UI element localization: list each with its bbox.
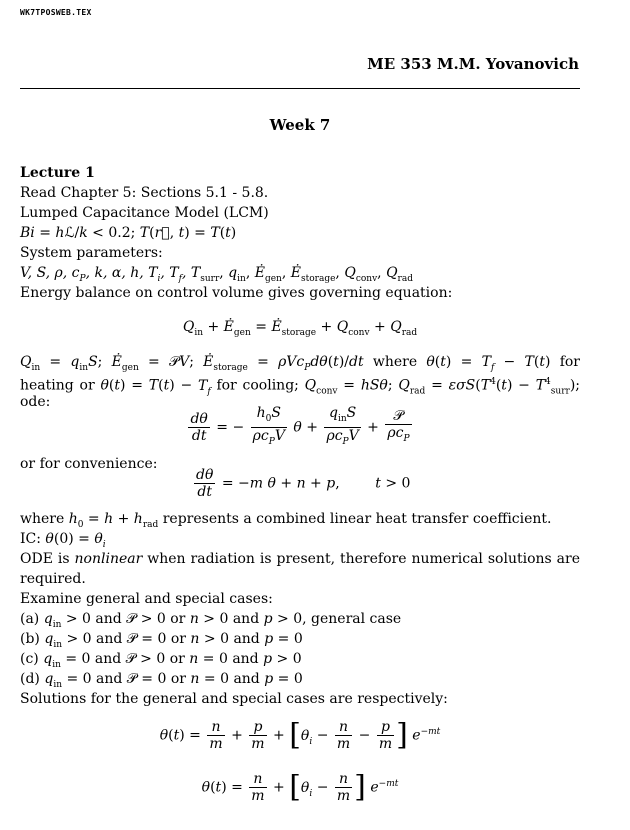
energy-balance-equation: $Q_{in}$ + $Ė_{gen}$ = $Ė_{storage} + Q_{conv} + Q_{rad}$ xyxy=(182,319,418,338)
model-name: Lumped Capacitance Model (LCM) xyxy=(20,205,269,221)
solutions-intro: Solutions for the general and special cases are respectively: xyxy=(20,691,448,707)
solution-special: θ(t) = $\frac{n}{m}$ + [$\theta_i$ − $\frac{n}{m}$ ] $e^{-mt}$ xyxy=(201,769,399,805)
energy-balance-text: Energy balance on control volume gives governing equation: xyxy=(20,285,453,301)
case-c: (c) $q_{in} = 0$ and 𝒫 > 0 or n = 0 and p > 0 xyxy=(20,651,302,670)
solution-general: θ(t) = $\frac{n}{m}$ + $\frac{p}{m}$ + [$\theta_i$ − $\frac{n}{m}$ − $\frac{p}{m}$ ] $e^{-mt}$ xyxy=(159,717,441,753)
convenience-text: or for convenience: xyxy=(20,456,158,472)
system-params: V, S, ρ, $c_P$, k, α, h, $T_i$, $T_f$, $T_{surr}$, $q_{in}$, $Ė_{gen}$, $Ė_{storage}$, $Q_{conv}$, $Q_{rad}$ xyxy=(20,265,413,284)
cases-intro: Examine general and special cases: xyxy=(20,591,273,607)
lecture-title: Lecture 1 xyxy=(20,165,95,181)
course-heading: ME 353 M.M. Yovanovich xyxy=(367,55,579,73)
h0-definition: where $h_0 = h + h_{rad}$ represents a combined linear heat transfer coefficient. xyxy=(20,511,552,530)
lcm-condition: Bi = hℒ/k < 0.2; T(r⃗, t) = T(t) xyxy=(20,225,237,241)
file-name: WK7TPOSWEB.TEX xyxy=(20,8,92,17)
definitions-line-1: $Q_{in} = q_{in}S$; $Ė_{gen}$ = 𝒫V; $Ė_{storage} = \rho Vc_Pd\theta(t)/dt$ where $\theta(t) = T_f - T(t)$ for xyxy=(20,354,580,373)
nonlinear-text-1: ODE is nonlinear when radiation is present, therefore numerical solutions are xyxy=(20,551,581,567)
case-a: (a) $q_{in} > 0$ and 𝒫 > 0 or n > 0 and p > 0, general case xyxy=(20,611,402,630)
definitions-line-2: heating or $\theta(t) = T(t) - T_f$ for cooling; $Q_{conv} = hS\theta$; $Q_{rad} = \varepsilon\sigma S(T^4(t) - T^4_{surr})$; xyxy=(20,377,580,397)
ode-label: ode: xyxy=(20,394,51,410)
system-params-label: System parameters: xyxy=(20,245,163,261)
reading-assignment: Read Chapter 5: Sections 5.1 - 5.8. xyxy=(20,185,269,201)
case-b: (b) $q_{in} > 0$ and 𝒫 = 0 or n > 0 and p = 0 xyxy=(20,631,303,650)
nonlinear-text-2: required. xyxy=(20,571,86,587)
initial-condition: IC: $\theta(0) = \theta_i$ xyxy=(20,531,106,550)
convenience-equation: $\frac{d\theta}{dt}$ = −m θ + n + p, t > 0 xyxy=(196,467,411,500)
header-rule xyxy=(20,88,580,89)
week-title: Week 7 xyxy=(269,116,331,134)
ode-equation: $\frac{d\theta}{dt}$ = − $\frac{h_0S}{\rho c_PV}$ θ + $\frac{q_{in}S}{\rho c_PV}$ + $\frac{\text{𝒫}}{\rho c_P}$ xyxy=(190,405,410,447)
case-d: (d) $q_{in} = 0$ and 𝒫 = 0 or n = 0 and p = 0 xyxy=(20,671,303,690)
